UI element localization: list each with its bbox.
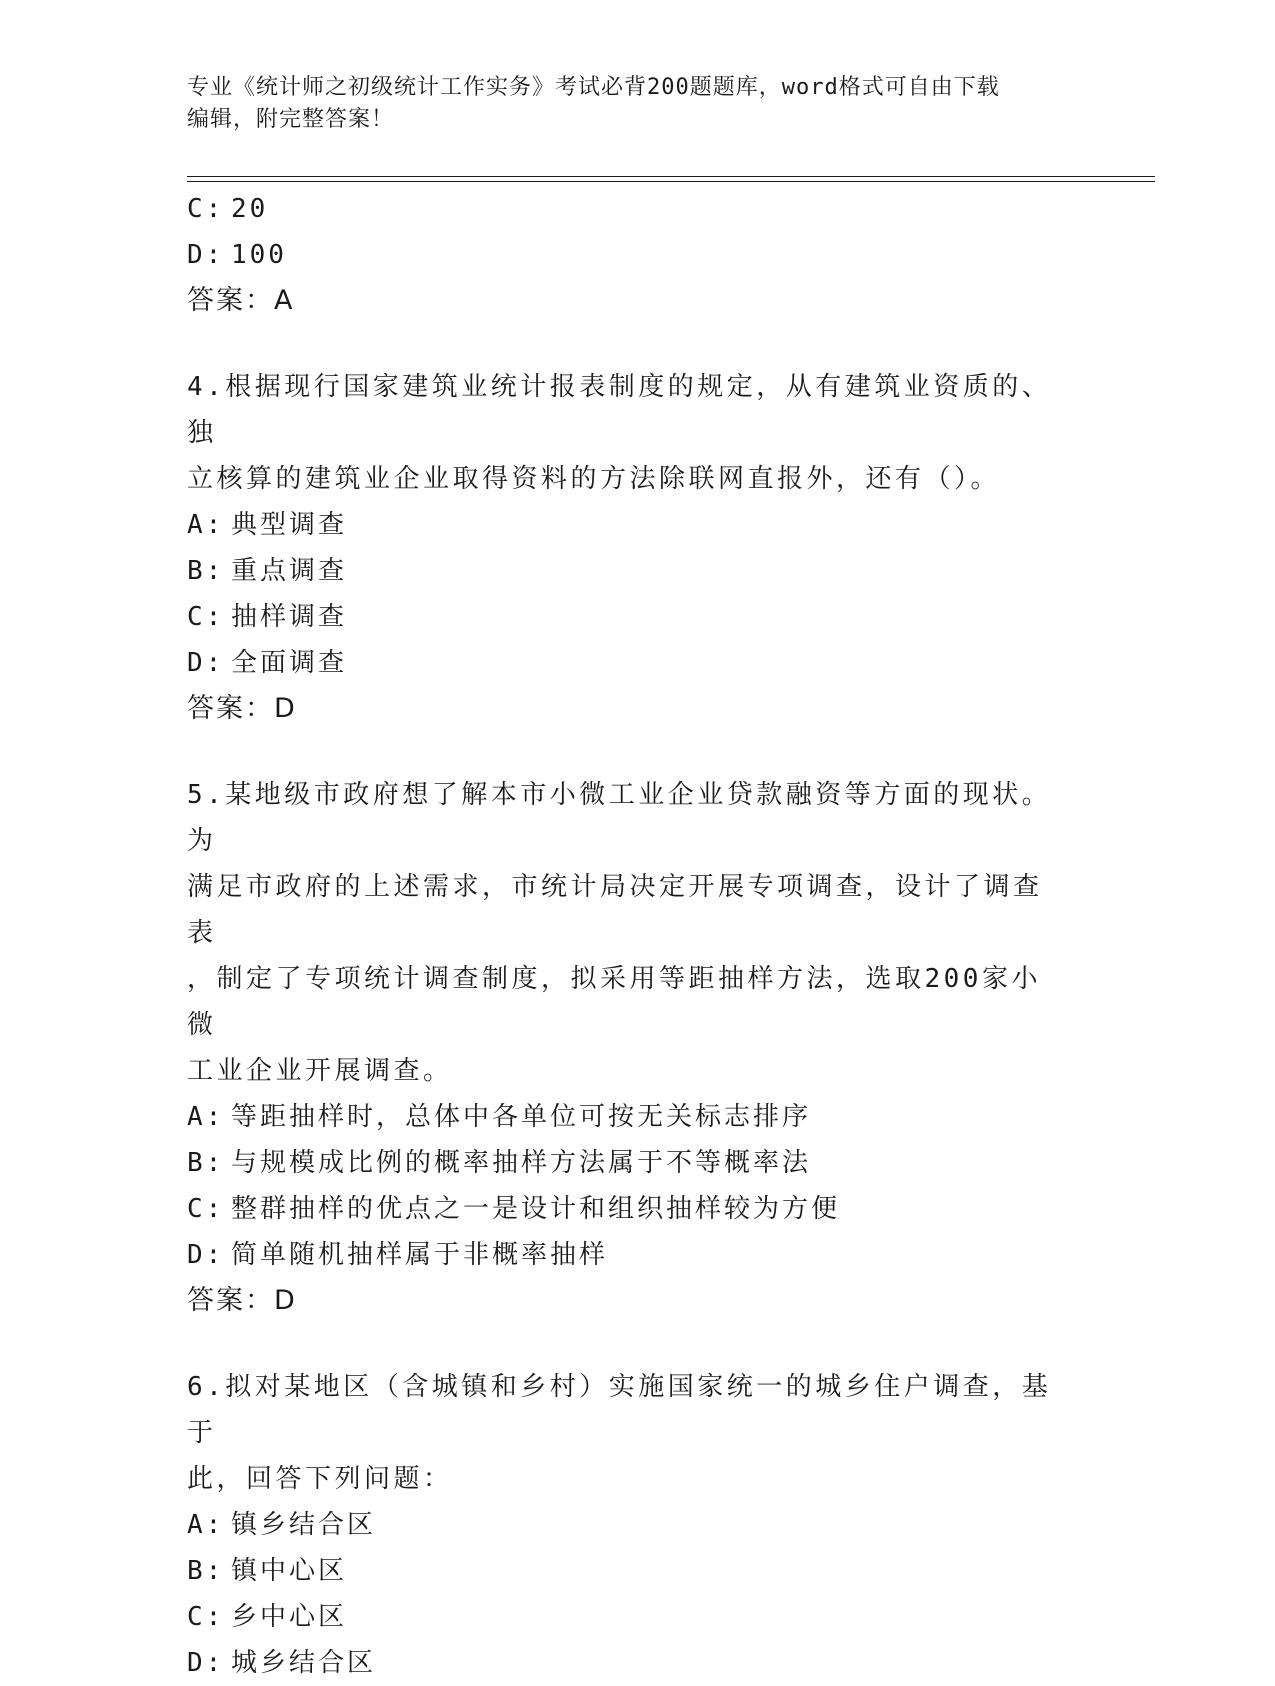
stem-line: 立核算的建筑业企业取得资料的方法除联网直报外，还有（）。: [187, 464, 1001, 494]
stem-line: 6.拟对某地区（含城镇和乡村）实施国家统一的城乡住户调查，基于: [187, 1372, 1052, 1448]
option-c: [187, 1594, 1067, 1640]
option-letter: A:: [187, 1510, 225, 1540]
option-c: [187, 594, 1067, 640]
question-stem: [187, 772, 1067, 1094]
option-a: [187, 1094, 1067, 1140]
option-letter: D:: [187, 1240, 225, 1270]
option-letter: B:: [187, 1148, 225, 1178]
page-header: [187, 72, 1087, 136]
option-text: 镇乡结合区: [231, 1510, 377, 1540]
question-list: [187, 186, 1067, 1686]
option-text: 镇中心区: [231, 1556, 348, 1586]
option-text: 全面调查: [231, 648, 348, 678]
option-text: 整群抽样的优点之一是设计和组织抽样较为方便: [231, 1194, 841, 1224]
option-d: [187, 232, 1067, 278]
option-text: 100: [231, 240, 287, 270]
stem-line: 满足市政府的上述需求，市统计局决定开展专项调查，设计了调查表: [187, 872, 1043, 948]
option-letter: D:: [187, 240, 225, 270]
option-c: [187, 186, 1067, 232]
option-a: [187, 502, 1067, 548]
option-d: [187, 640, 1067, 686]
option-letter: D:: [187, 1648, 225, 1678]
answer-line: 答案：D: [187, 1285, 297, 1316]
option-c: [187, 1186, 1067, 1232]
stem-line: 此，回答下列问题：: [187, 1464, 453, 1494]
option-d: [187, 1232, 1067, 1278]
option-text: 20: [231, 194, 269, 224]
option-text: 乡中心区: [231, 1602, 348, 1632]
option-d: [187, 1640, 1067, 1686]
option-text: 简单随机抽样属于非概率抽样: [231, 1240, 609, 1270]
option-letter: D:: [187, 648, 225, 678]
option-text: 与规模成比例的概率抽样方法属于不等概率法: [231, 1148, 812, 1178]
stem-line: 工业企业开展调查。: [187, 1056, 453, 1086]
header-title-line-2: 编辑，附完整答案！: [187, 107, 395, 132]
question-stem: [187, 364, 1067, 502]
option-text: 典型调查: [231, 510, 348, 540]
question-5: [187, 772, 1067, 1324]
stem-line: ，制定了专项统计调查制度，拟采用等距抽样方法，选取200家小微: [187, 964, 1041, 1040]
answer-line: 答案：D: [187, 693, 297, 724]
question-stem: [187, 1364, 1067, 1502]
option-letter: A:: [187, 510, 225, 540]
option-text: 城乡结合区: [231, 1648, 377, 1678]
header-divider-top: [187, 176, 1155, 177]
question-3-tail: [187, 186, 1067, 324]
option-letter: B:: [187, 1556, 225, 1586]
option-letter: C:: [187, 602, 225, 632]
option-b: [187, 1548, 1067, 1594]
option-letter: C:: [187, 194, 225, 224]
option-a: [187, 1502, 1067, 1548]
question-4: [187, 364, 1067, 732]
question-6: [187, 1364, 1067, 1686]
header-divider-bottom: [187, 181, 1155, 182]
option-b: [187, 548, 1067, 594]
option-b: [187, 1140, 1067, 1186]
option-text: 重点调查: [231, 556, 348, 586]
stem-line: 5.某地级市政府想了解本市小微工业企业贷款融资等方面的现状。为: [187, 780, 1052, 856]
option-letter: C:: [187, 1194, 225, 1224]
option-text: 抽样调查: [231, 602, 348, 632]
stem-line: 4.根据现行国家建筑业统计报表制度的规定，从有建筑业资质的、独: [187, 372, 1052, 448]
option-text: 等距抽样时，总体中各单位可按无关标志排序: [231, 1102, 812, 1132]
answer-line: 答案：A: [187, 285, 295, 316]
option-letter: A:: [187, 1102, 225, 1132]
option-letter: B:: [187, 556, 225, 586]
option-letter: C:: [187, 1602, 225, 1632]
header-title-line-1: 专业《统计师之初级统计工作实务》考试必背200题题库，word格式可自由下载: [187, 75, 1000, 100]
